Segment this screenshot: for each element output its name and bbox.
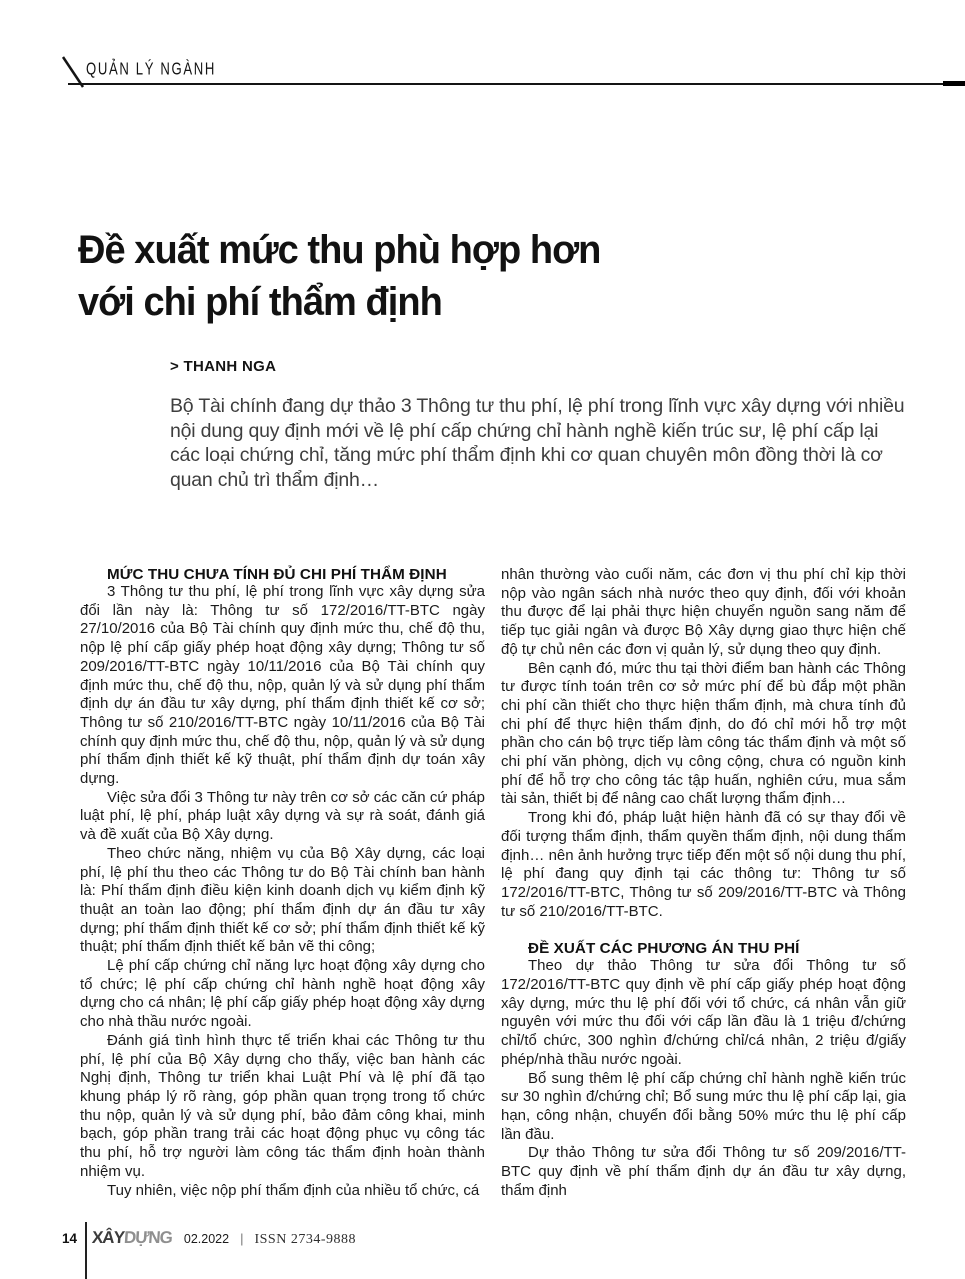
body-paragraph: Dự thảo Thông tư sửa đổi Thông tư số 209/2016/TT-BTC quy định về phí thẩm định dự án đầu tư xây dựng, thẩm định (501, 1144, 906, 1199)
body-paragraph: Bên cạnh đó, mức thu tại thời điểm ban hành các Thông tư được tính toán trên cơ sở mức phí để bù đắp một phần chi phí cần thiết cho thực hiện thẩm định, mà chưa tính đủ chi phí để thực hiện thẩm định, do đó chỉ mới hỗ trợ một phần cho cán bộ trực tiếp làm công tác thẩm định và một số chi phí văn phòng, dịch vụ công cộng, chưa có nguồn kinh phí để hỗ trợ cho công tác tập huấn, nghiên cứu, mua sắm tài sản, thiết bị để nâng cao chất lượng thẩm định… (501, 659, 906, 808)
body-paragraph: Theo dự thảo Thông tư sửa đổi Thông tư số 172/2016/TT-BTC quy định về phí cấp giấy phép hoạt động xây dựng, mức thu lệ phí đối với tổ chức, cá nhân vẫn giữ nguyên với mức thu đối với cấp lần đầu là 1 triệu đ/chứng chỉ/tổ chức, 300 nghìn đ/chứng chỉ/cá nhân, 2 triệu đ/giấy phép/nhà thầu nước ngoài. (501, 957, 906, 1068)
left-column (80, 566, 485, 1201)
body-paragraph: 3 Thông tư thu phí, lệ phí trong lĩnh vực xây dựng sửa đổi lần này là: Thông tư số 172/2016/TT-BTC ngày 27/10/2016 của Bộ Tài chính quy định mức thu, chế độ thu, nộp lệ phí cấp giấy phép hoạt động xây dựng; Thông tư số 209/2016/TT-BTC ngày 10/11/2016 của Bộ Tài chính quy định mức thu, chế độ thu, nộp, quản lý và sử dụng phí thẩm định dự án đầu tư xây dựng, phí thẩm định thiết kế cơ sở; Thông tư số 210/2016/TT-BTC ngày 10/11/2016 của Bộ Tài chính quy định mức thu, chế độ thu, nộp, quản lý và sử dụng phí thẩm định thiết kế kỹ thuật, phí thẩm định dự toán xây dựng. (80, 583, 485, 788)
issue-date: 02.2022 (183, 1232, 230, 1246)
magazine-logo (91, 1228, 172, 1248)
author-byline: > THANH NGA (170, 358, 277, 375)
body-paragraph: Trong khi đó, pháp luật hiện hành đã có sự thay đổi về đối tượng thẩm định, thẩm quyền thẩm định, nội dung thẩm định… nên ảnh hưởng trực tiếp đến một số nội dung thu phí, lệ phí đang quy định tại các thông tư: Thông tư số 172/2016/TT-BTC, Thông tư số 209/2016/TT-BTC và Thông tư số 210/2016/TT-BTC. (501, 809, 906, 920)
magazine-logo-part1: XÂY (91, 1228, 125, 1247)
article-title (78, 224, 600, 328)
article-body (80, 566, 906, 1201)
body-paragraph: Theo chức năng, nhiệm vụ của Bộ Xây dựng, các loại phí, lệ phí thu theo các Thông tư do Bộ Tài chính ban hành là: Phí thẩm định điều kiện kinh doanh dịch vụ kiểm định kỹ thuật an toàn lao động; phí thẩm định dự án đầu tư xây dựng; phí thẩm định thiết kế cơ sở; phí thẩm định thiết kế kỹ thuật; phí thẩm định thiết kế bản vẽ thi công; (80, 844, 485, 956)
issn-number: ISSN 2734-9888 (254, 1232, 356, 1247)
section-heading: MỨC THU CHƯA TÍNH ĐỦ CHI PHÍ THẨM ĐỊNH (107, 566, 447, 583)
body-paragraph: Tuy nhiên, việc nộp phí thẩm định của nhiều tổ chức, cá (107, 1181, 480, 1199)
article-title-line2: với chi phí thẩm định (78, 280, 442, 324)
page-number: 14 (62, 1231, 78, 1246)
header-rule (68, 83, 965, 85)
body-paragraph: Lệ phí cấp chứng chỉ năng lực hoạt động xây dựng cho tổ chức; lệ phí cấp chứng chỉ hành nghề hoạt động xây dựng cho cá nhân; lệ phí cấp giấy phép hoạt động xây dựng cho nhà thầu nước ngoài. (80, 957, 485, 1031)
lead-paragraph: Bộ Tài chính đang dự thảo 3 Thông tư thu phí, lệ phí trong lĩnh vực xây dựng với nhiều nội dung quy định mới về lệ phí cấp chứng chỉ hành nghề kiến trúc sư, lệ phí cấp lại các loại chứng chỉ, tăng mức phí thẩm định khi cơ quan chuyên môn đồng thời là cơ quan chủ trì thẩm định… (170, 395, 905, 491)
body-paragraph-continuation: nhân thường vào cuối năm, các đơn vị thu phí chỉ kịp thời nộp vào ngân sách nhà nước theo quy định, đối với khoản thu được để lại phải thực hiện chuyển nguồn sang năm để tiếp tục giải ngân và được Bộ Xây dựng giao thực hiện chế độ tự chủ nên các đơn vị quản lý, sử dụng theo quy định. (501, 566, 906, 658)
footer (62, 1228, 356, 1248)
article-title-line1: Đề xuất mức thu phù hợp hơn (78, 228, 601, 272)
section-heading: ĐỀ XUẤT CÁC PHƯƠNG ÁN THU PHÍ (528, 940, 800, 958)
body-paragraph: Đánh giá tình hình thực tế triển khai các Thông tư thu phí, lệ phí của Bộ Xây dựng cho thấy, việc ban hành các Nghị định, Thông tư triển khai Luật Phí và lệ phí đã tạo khung pháp lý rõ ràng, góp phần quan trọng trong tổ chức thu nộp, quản lý và sử dụng phí, bảo đảm công khai, minh bạch, góp phần trang trải các hoạt động phục vụ công tác thu phí, hỗ trợ người làm công tác thẩm định hoàn thành nhiệm vụ. (80, 1031, 485, 1180)
body-paragraph: Bổ sung thêm lệ phí cấp chứng chỉ hành nghề kiến trúc sư 30 nghìn đ/chứng chỉ; Bổ sung mức thu lệ phí cấp lại, gia hạn, công nhận, chuyển đổi bằng 50% mức thu lệ phí cấp lần đầu. (501, 1069, 906, 1143)
magazine-logo-part2: DỰNG (123, 1228, 173, 1247)
section-kicker: QUẢN LÝ NGÀNH (86, 60, 216, 80)
kicker-slash-icon (60, 54, 86, 95)
right-column (501, 566, 906, 1201)
footer-separator: | (240, 1231, 244, 1246)
body-paragraph: Việc sửa đổi 3 Thông tư này trên cơ sở các căn cứ pháp luật phí, lệ phí, pháp luật xây dựng và sự rà soát, đánh giá và đề xuất của Bộ Xây dựng. (80, 788, 485, 844)
header-rule-end (943, 81, 965, 86)
